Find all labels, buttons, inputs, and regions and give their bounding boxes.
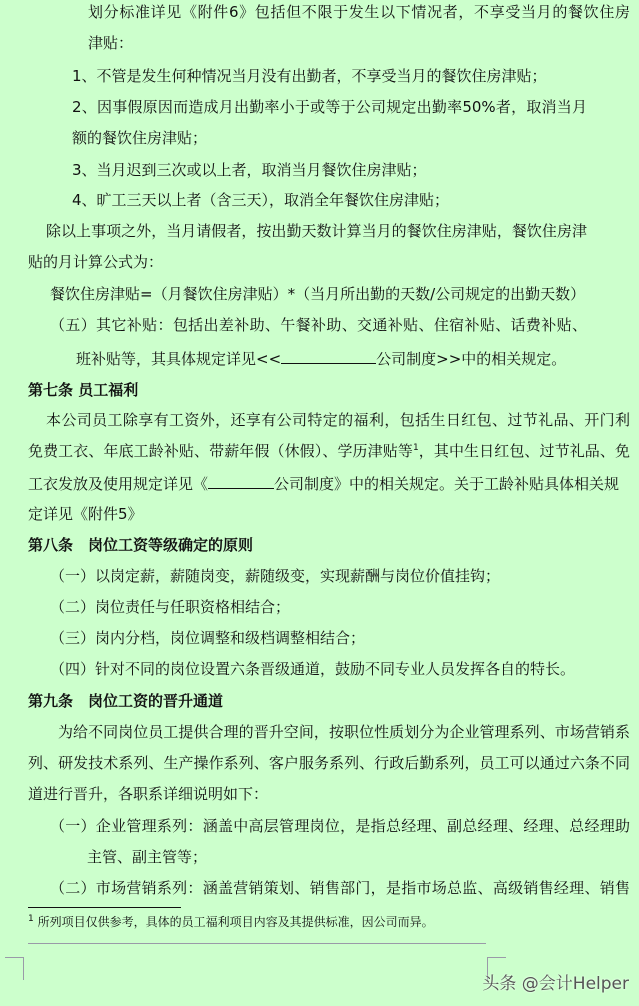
list-item: （一）以岗定薪，薪随岗变，薪随级变，实现薪酬与岗位价值挂钩；: [50, 567, 501, 585]
text-line: 列、研发技术系列、生产操作系列、客户服务系列、行政后勤系列，员工可以通过六条不同: [28, 754, 630, 772]
text-line: 道进行晋升，各职系详细说明如下：: [28, 785, 269, 803]
text-segment: 班补贴等，其具体规定详见<<: [76, 350, 282, 368]
list-item: （四）针对不同的岗位设置六条晋级通道，鼓励不同专业人员发挥各自的特长。: [50, 660, 576, 678]
text-segment: 公司制度》中的相关规定。关于工龄补贴具体相关规: [274, 475, 620, 493]
text-segment: 免费工衣、年底工龄补贴、带薪年假（休假）、学历津贴等: [28, 442, 413, 460]
text-line: [28, 473, 619, 491]
list-item: （一）企业管理系列：涵盖中高层管理岗位，是指总经理、副总经理、经理、总经理助: [50, 817, 630, 835]
list-item: （二）市场营销系列：涵盖营销策划、销售部门，是指市场总监、高级销售经理、销售: [50, 879, 630, 897]
text-segment: ，其中生日红包、过节礼品、免: [418, 442, 630, 460]
text-line: 本公司员工除享有工资外，还享有公司特定的福利，包括生日红包、过节礼品、开门利: [46, 411, 630, 429]
formula: 餐饮住房津贴=（月餐饮住房津贴）*（当月所出勤的天数/公司规定的出勤天数）: [50, 285, 585, 303]
footnote: [28, 913, 434, 931]
text-line: 划分标准详见《附件6》包括但不限于发生以下情况者，不享受当月的餐饮住房: [88, 3, 630, 21]
text-line: [76, 348, 566, 366]
section-heading: 第八条 岗位工资等级确定的原则: [28, 536, 254, 554]
text-line: 额的餐饮住房津贴；: [72, 129, 208, 147]
list-item: 2、因事假原因而造成月出勤率小于或等于公司规定出勤率50%者，取消当月: [72, 98, 587, 116]
text-line: （五）其它补贴：包括出差补助、午餐补助、交通补贴、住宿补贴、话费补贴、: [50, 316, 587, 334]
text-segment: 公司制度>>中的相关规定。: [376, 350, 567, 368]
page-bottom-border: [28, 943, 486, 944]
footnote-number: 1: [28, 914, 34, 924]
text-line: 主管、副主管等；: [87, 848, 208, 866]
footnote-reference[interactable]: 1: [412, 443, 419, 453]
footnote-separator: [28, 907, 181, 908]
text-line: 除以上事项之外，当月请假者，按出勤天数计算当月的餐饮住房津贴，餐饮住房津: [46, 222, 587, 240]
list-item: 4、旷工三天以上者（含三天），取消全年餐饮住房津贴；: [72, 191, 450, 209]
text-line: 定详见《附件5》: [28, 505, 143, 523]
list-item: 3、当月迟到三次或以上者，取消当月餐饮住房津贴；: [72, 161, 427, 179]
text-line: 为给不同岗位员工提供合理的晋升空间，按职位性质划分为企业管理系列、市场营销系: [58, 723, 630, 741]
text-segment: 工衣发放及使用规定详见《: [28, 475, 209, 493]
list-item: 1、不管是发生何种情况当月没有出勤者，不享受当月的餐饮住房津贴；: [72, 67, 547, 85]
blank-underline: [208, 473, 274, 489]
section-heading: 第七条 员工福利: [28, 381, 139, 399]
list-item: （二）岗位责任与任职资格相结合；: [50, 598, 291, 616]
list-item: （三）岗内分档，岗位调整和级档调整相结合；: [50, 629, 366, 647]
footnote-text: 所列项目仅供参考，具体的员工福利项目内容及其提供标准，因公司而异。: [37, 915, 434, 929]
page-corner-mark-left: [5, 957, 24, 980]
watermark: 头条 @会计Helper: [482, 974, 629, 994]
text-line: [28, 442, 630, 460]
text-line: 津贴：: [88, 34, 134, 52]
text-line: 贴的月计算公式为：: [28, 253, 164, 271]
blank-underline: [281, 348, 376, 364]
section-heading: 第九条 岗位工资的晋升通道: [28, 692, 224, 710]
